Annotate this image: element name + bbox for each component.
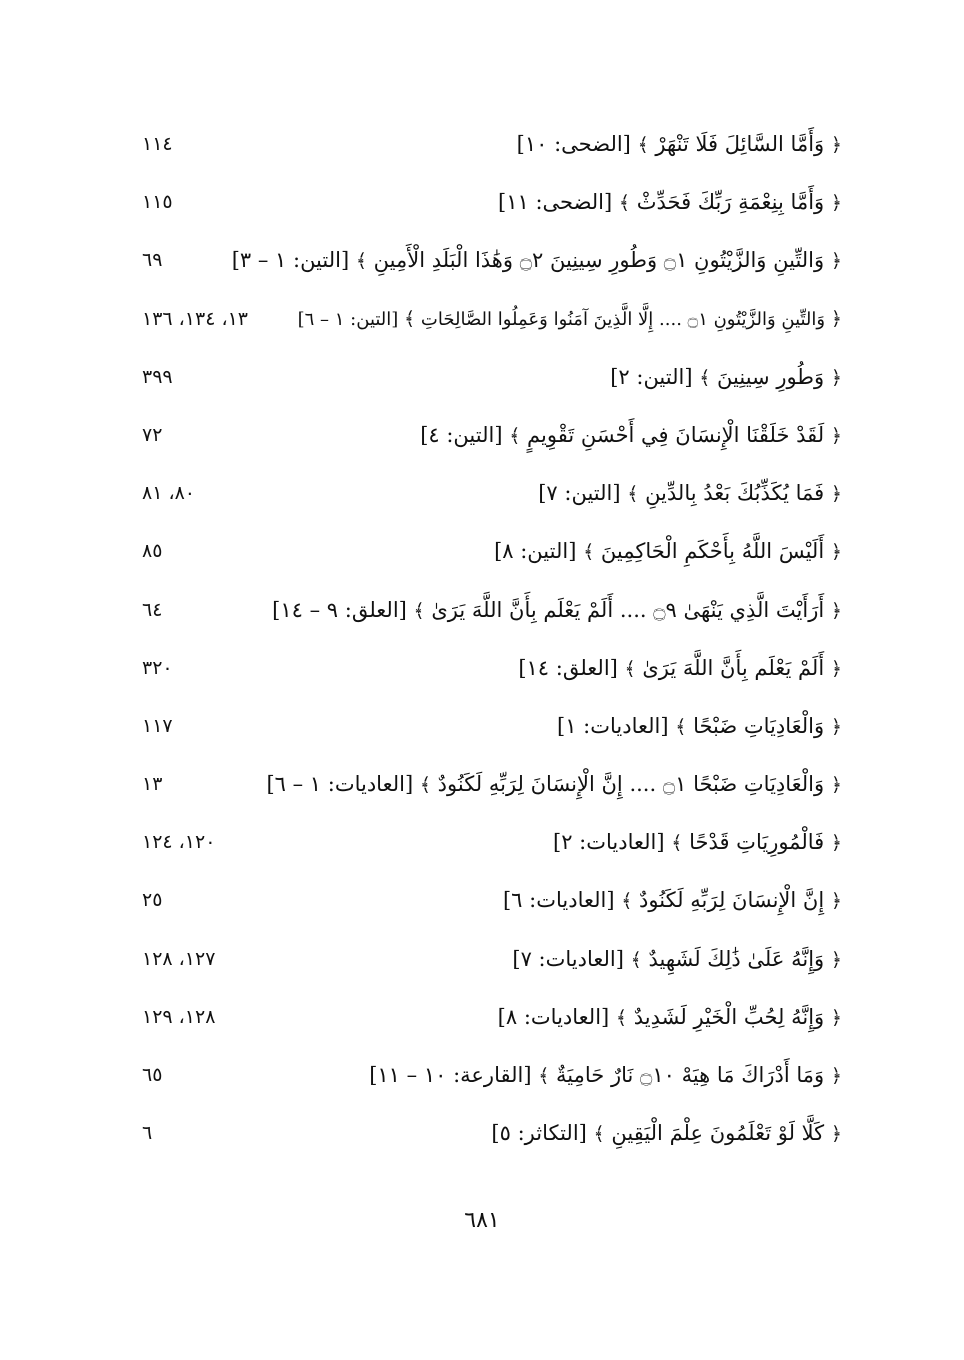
verse-citation bbox=[557, 700, 842, 753]
verse-text: وَالْعَادِيَاتِ ضَبْحًا bbox=[693, 713, 825, 738]
ornate-close-bracket-icon: ﴾ bbox=[404, 307, 416, 330]
index-row bbox=[120, 1049, 842, 1107]
verse-citation bbox=[512, 933, 842, 986]
ornate-open-bracket-icon: ﴿ bbox=[830, 250, 842, 273]
verse-citation bbox=[298, 293, 842, 346]
ornate-open-bracket-icon: ﴿ bbox=[830, 948, 842, 971]
index-row bbox=[120, 467, 842, 525]
verse-citation bbox=[498, 176, 842, 229]
verse-citation bbox=[518, 642, 842, 695]
verse-reference: [العاديات: ٢] bbox=[552, 830, 665, 855]
page-numbers: ٣٩٩ bbox=[142, 365, 173, 388]
verse-reference: [التين: ١ – ٦] bbox=[297, 308, 399, 330]
ornate-close-bracket-icon: ﴾ bbox=[419, 774, 431, 797]
page-numbers: ٢٥ bbox=[142, 889, 163, 912]
verse-reference: [العاديات: ١] bbox=[557, 713, 669, 738]
page-numbers: ٨٥ bbox=[142, 540, 163, 563]
verse-reference: [الضحى: ١١] bbox=[498, 190, 613, 215]
verse-citation bbox=[503, 874, 842, 927]
ornate-open-bracket-icon: ﴿ bbox=[830, 541, 842, 564]
verse-text: وَطُورِ سِينِينَ bbox=[717, 364, 825, 389]
ornate-close-bracket-icon: ﴾ bbox=[699, 366, 711, 389]
verse-reference: [التين: ٧] bbox=[538, 481, 621, 506]
page-numbers: ٨٠، ٨١ bbox=[142, 482, 196, 505]
ornate-open-bracket-icon: ﴿ bbox=[830, 1123, 842, 1146]
index-row bbox=[120, 409, 842, 467]
index-row bbox=[120, 933, 842, 991]
ornate-open-bracket-icon: ﴿ bbox=[830, 599, 842, 622]
verse-index-list bbox=[120, 118, 842, 1165]
ornate-open-bracket-icon: ﴿ bbox=[830, 774, 842, 797]
verse-text: أَرَأَيْتَ الَّذِي يَنْهَىٰ ۝٩ .... أَلَمْ يَعْلَم بِأَنَّ اللَّهَ يَرَىٰ bbox=[431, 597, 825, 622]
ornate-close-bracket-icon: ﴾ bbox=[630, 948, 642, 971]
verse-reference: [العاديات: ٧] bbox=[512, 946, 624, 971]
verse-text: وَمَا أَدْرَاكَ مَا هِيَهْ ۝١٠ نَارٌ حَامِيَةٌ bbox=[556, 1063, 825, 1087]
ornate-open-bracket-icon: ﴿ bbox=[830, 1006, 842, 1029]
verse-text: فَمَا يُكَذِّبُكَ بَعْدُ بِالدِّينِ bbox=[645, 481, 825, 506]
verse-citation bbox=[420, 409, 842, 462]
page-number: ٦٨١ bbox=[464, 1208, 500, 1233]
ornate-close-bracket-icon: ﴾ bbox=[413, 599, 425, 622]
verse-citation bbox=[538, 467, 842, 520]
index-row bbox=[120, 758, 842, 816]
ornate-close-bracket-icon: ﴾ bbox=[671, 832, 683, 855]
ornate-close-bracket-icon: ﴾ bbox=[583, 541, 595, 564]
page-numbers: ١١٧ bbox=[142, 714, 173, 737]
page-numbers: ١١٥ bbox=[142, 191, 173, 214]
verse-citation bbox=[498, 991, 842, 1044]
ornate-open-bracket-icon: ﴿ bbox=[830, 890, 842, 913]
index-row bbox=[120, 293, 842, 351]
verse-reference: [العلق: ٩ – ١٤] bbox=[272, 597, 407, 622]
ornate-close-bracket-icon: ﴾ bbox=[593, 1123, 605, 1146]
index-row bbox=[120, 234, 842, 292]
verse-reference: [العاديات: ١ – ٦] bbox=[266, 772, 414, 797]
verse-text: وَالتِّينِ وَالزَّيْتُونِ ۝١ .... إِلَّا الَّذِينَ آمَنُوا وَعَمِلُوا الصَّالِحَاتِ bbox=[420, 308, 826, 330]
verse-text: كَلَّا لَوْ تَعْلَمُونَ عِلْمَ الْيَقِينِ bbox=[611, 1121, 825, 1146]
verse-reference: [التكاثر: ٥] bbox=[491, 1121, 587, 1146]
verse-text: لَقَدْ خَلَقْنَا الْإِنسَانَ فِي أَحْسَنِ تَقْوِيمٍ bbox=[527, 422, 825, 447]
ornate-close-bracket-icon: ﴾ bbox=[509, 424, 521, 447]
page-numbers: ١٣ bbox=[142, 773, 163, 796]
verse-reference: [التين: ٤] bbox=[420, 422, 503, 447]
verse-citation bbox=[272, 584, 842, 637]
verse-text: أَلَيْسَ اللَّهُ بِأَحْكَمِ الْحَاكِمِينَ bbox=[600, 539, 825, 564]
page-numbers: ١٢٨، ١٢٩ bbox=[142, 1005, 216, 1028]
ornate-close-bracket-icon: ﴾ bbox=[615, 1006, 628, 1029]
verse-citation bbox=[553, 816, 842, 869]
verse-citation bbox=[491, 1107, 842, 1160]
ornate-close-bracket-icon: ﴾ bbox=[627, 483, 639, 506]
index-row bbox=[120, 991, 842, 1049]
verse-reference: [العاديات: ٦] bbox=[502, 888, 615, 913]
page-numbers: ٦٥ bbox=[142, 1064, 163, 1086]
ornate-open-bracket-icon: ﴿ bbox=[830, 832, 842, 855]
verse-citation bbox=[369, 1049, 842, 1102]
page-numbers: ١٢٠، ١٢٤ bbox=[142, 831, 216, 854]
verse-text: إِنَّ الْإِنسَانَ لِرَبِّهِ لَكَنُودٌ bbox=[639, 888, 825, 913]
verse-reference: [العاديات: ٨] bbox=[497, 1004, 610, 1029]
ornate-close-bracket-icon: ﴾ bbox=[538, 1065, 550, 1087]
ornate-open-bracket-icon: ﴿ bbox=[830, 483, 842, 506]
page-numbers: ٧٢ bbox=[142, 423, 163, 446]
ornate-close-bracket-icon: ﴾ bbox=[624, 657, 636, 680]
ornate-close-bracket-icon: ﴾ bbox=[675, 715, 687, 738]
ornate-close-bracket-icon: ﴾ bbox=[618, 192, 631, 215]
verse-text: أَلَمْ يَعْلَم بِأَنَّ اللَّهَ يَرَىٰ bbox=[642, 655, 825, 680]
verse-citation bbox=[610, 351, 842, 404]
index-row bbox=[120, 642, 842, 700]
verse-text: وَأَمَّا بِنِعْمَةِ رَبِّكَ فَحَدِّثْ bbox=[636, 190, 825, 215]
ornate-close-bracket-icon: ﴾ bbox=[355, 250, 367, 273]
verse-citation bbox=[266, 758, 842, 811]
verse-reference: [العلق: ١٤] bbox=[518, 655, 618, 680]
verse-reference: [التين: ٢] bbox=[610, 364, 693, 389]
verse-text: وَالتِّينِ وَالزَّيْتُونِ ۝١ وَطُورِ سِينِينَ ۝٢ وَهَٰذَا الْبَلَدِ الْأَمِينِ bbox=[373, 248, 825, 273]
verse-text: وَالْعَادِيَاتِ ضَبْحًا ۝١ .... إِنَّ الْإِنسَانَ لِرَبِّهِ لَكَنُودٌ bbox=[437, 772, 825, 797]
verse-citation bbox=[232, 234, 842, 287]
page-numbers: ٦٩ bbox=[142, 249, 163, 272]
page-numbers: ١١٤ bbox=[142, 133, 173, 155]
page-numbers: ١٣، ١٣٤، ١٣٦ bbox=[142, 307, 249, 330]
ornate-open-bracket-icon: ﴿ bbox=[830, 715, 842, 738]
ornate-open-bracket-icon: ﴿ bbox=[830, 366, 842, 389]
verse-citation bbox=[494, 525, 842, 578]
verse-text: وَأَمَّا السَّائِلَ فَلَا تَنْهَرْ bbox=[655, 132, 825, 156]
ornate-open-bracket-icon: ﴿ bbox=[830, 424, 842, 447]
verse-text: وَإِنَّهُ عَلَىٰ ذَٰلِكَ لَشَهِيدٌ bbox=[648, 946, 825, 971]
index-row bbox=[120, 176, 842, 234]
verse-reference: [التين: ١ – ٣] bbox=[231, 248, 350, 273]
verse-citation bbox=[517, 118, 842, 171]
index-row bbox=[120, 584, 842, 642]
index-row bbox=[120, 118, 842, 176]
ornate-open-bracket-icon: ﴿ bbox=[830, 307, 842, 330]
ornate-close-bracket-icon: ﴾ bbox=[621, 890, 633, 913]
index-row bbox=[120, 700, 842, 758]
verse-text: وَإِنَّهُ لِحُبِّ الْخَيْرِ لَشَدِيدٌ bbox=[633, 1004, 825, 1029]
verse-reference: [القارعة: ١٠ – ١١] bbox=[369, 1063, 532, 1087]
index-row bbox=[120, 874, 842, 932]
page-numbers: ٦ bbox=[142, 1122, 153, 1145]
page-numbers: ١٢٧، ١٢٨ bbox=[142, 947, 216, 970]
index-row bbox=[120, 816, 842, 874]
ornate-open-bracket-icon: ﴿ bbox=[830, 1065, 842, 1087]
verse-reference: [التين: ٨] bbox=[494, 539, 577, 564]
index-row bbox=[120, 351, 842, 409]
index-row bbox=[120, 525, 842, 583]
verse-reference: [الضحى: ١٠] bbox=[516, 132, 631, 156]
ornate-open-bracket-icon: ﴿ bbox=[830, 192, 842, 215]
ornate-close-bracket-icon: ﴾ bbox=[637, 134, 649, 156]
verse-text: فَالْمُورِيَاتِ قَدْحًا bbox=[689, 830, 825, 855]
page-numbers: ٦٤ bbox=[142, 598, 163, 621]
ornate-open-bracket-icon: ﴿ bbox=[830, 657, 842, 680]
page-numbers: ٣٢٠ bbox=[142, 656, 173, 679]
ornate-open-bracket-icon: ﴿ bbox=[830, 134, 842, 156]
index-row bbox=[120, 1107, 842, 1165]
